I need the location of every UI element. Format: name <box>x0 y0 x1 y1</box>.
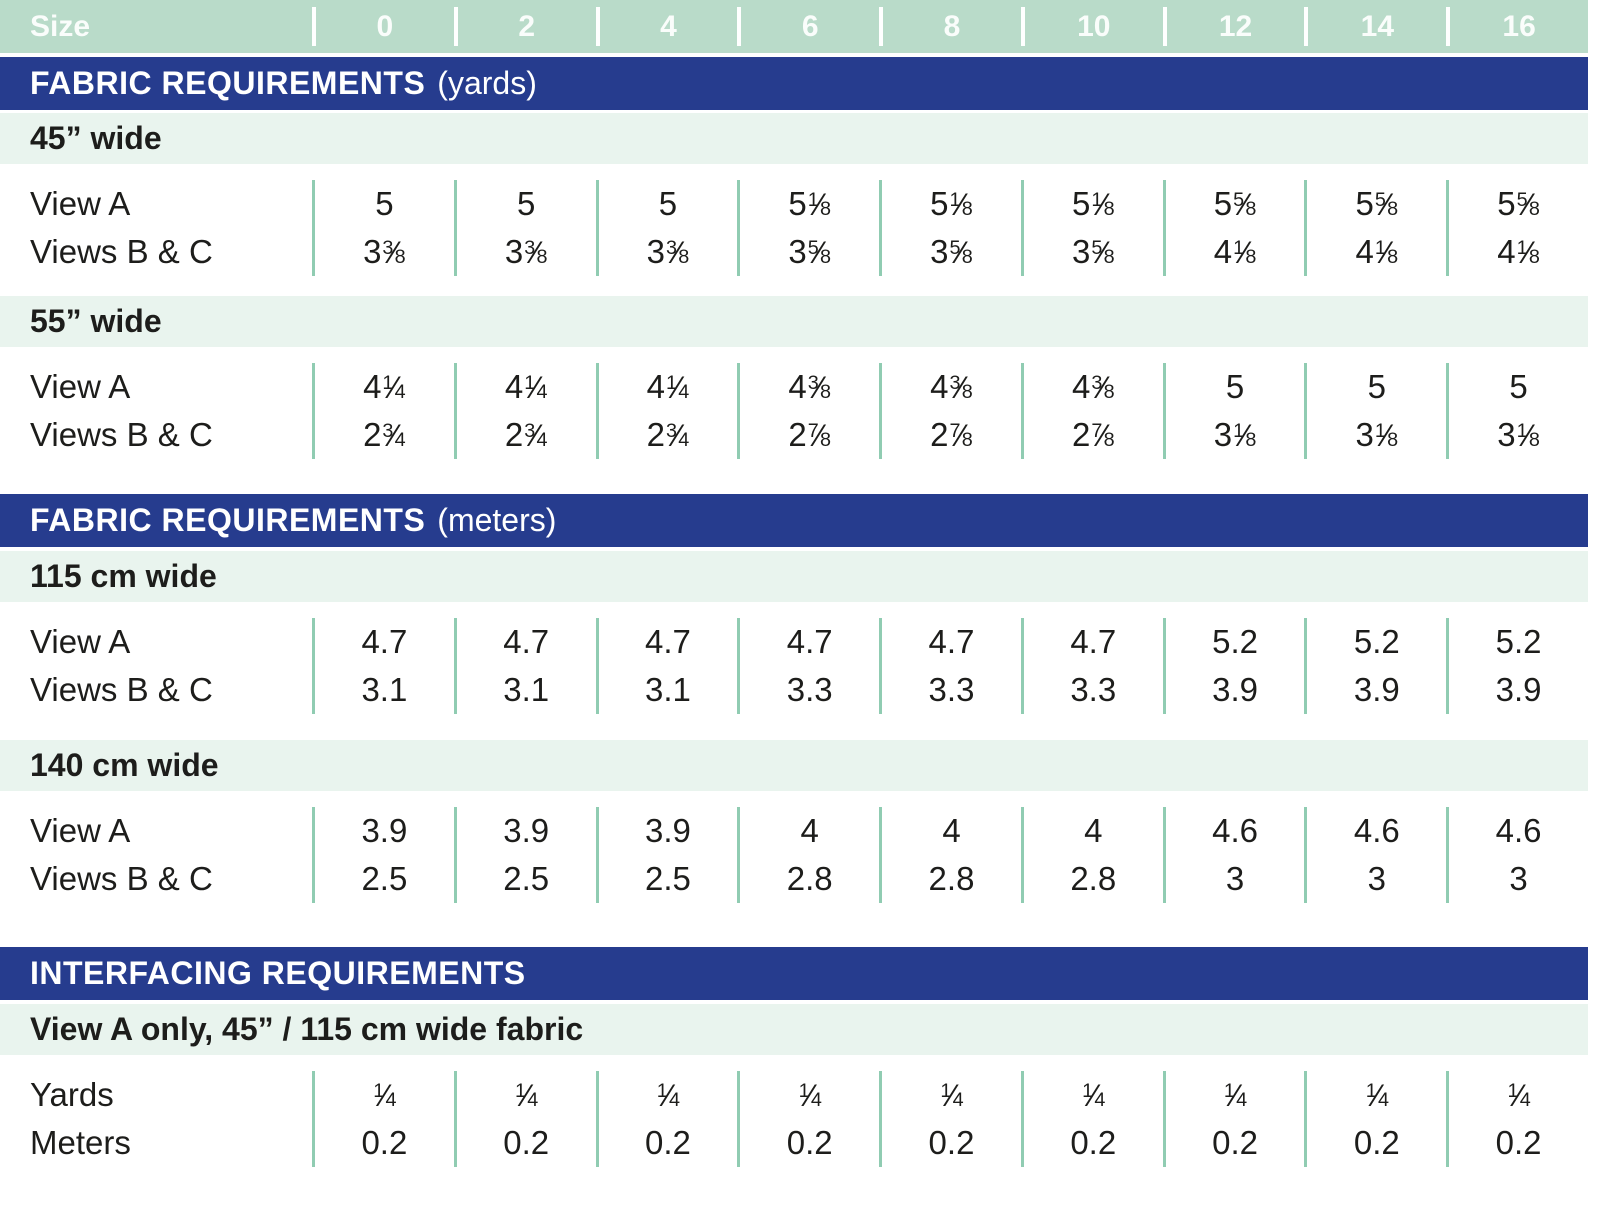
size-column-16: 16 <box>1446 7 1588 46</box>
table-cell: 4.6 <box>1304 807 1446 855</box>
table-cell: $3^5⁄8$ <box>879 228 1021 276</box>
table-cell: $2^7⁄8$ <box>737 411 879 459</box>
row-label: View A <box>30 623 131 660</box>
table-cell: 2.5 <box>312 855 454 903</box>
table-cell: 3.9 <box>454 807 596 855</box>
table-cell: $^1$⁄4 <box>1163 1071 1305 1119</box>
row-label: Views B & C <box>30 233 213 270</box>
table-cell: 3 <box>1446 855 1588 903</box>
size-column-2: 2 <box>454 7 596 46</box>
table-cell: 4.7 <box>1021 618 1163 666</box>
table-cell: $^1$⁄4 <box>737 1071 879 1119</box>
table-cell: $^1$⁄4 <box>1446 1071 1588 1119</box>
table-cell: $5^5⁄8$ <box>1446 180 1588 228</box>
table-cell: 4 <box>879 807 1021 855</box>
table-cell: $3^1⁄8$ <box>1446 411 1588 459</box>
row-label: View A <box>30 185 131 222</box>
table-cell: $3^5⁄8$ <box>1021 228 1163 276</box>
table-cell: $4^1⁄4$ <box>312 363 454 411</box>
table-cell: $2^7⁄8$ <box>1021 411 1163 459</box>
table-cell: $2^3⁄4$ <box>596 411 738 459</box>
table-cell: 5.2 <box>1304 618 1446 666</box>
table-cell: $^1$⁄4 <box>1021 1071 1163 1119</box>
table-cell: 5 <box>1446 363 1588 411</box>
table-cell: 4 <box>1021 807 1163 855</box>
table-cell: $4^3⁄8$ <box>879 363 1021 411</box>
table-block-140-cm <box>0 791 1588 917</box>
banner-fabric-requirements-meters <box>0 494 1588 547</box>
banner-interfacing-requirements <box>0 947 1588 1000</box>
table-cell: $^1$⁄4 <box>454 1071 596 1119</box>
table-cell: 4.7 <box>454 618 596 666</box>
table-cell: $4^3⁄8$ <box>1021 363 1163 411</box>
table-cell: 5 <box>1163 363 1305 411</box>
band-interfacing-note: View A only, 45” / 115 cm wide fabric <box>0 1004 1588 1055</box>
table-cell: 5 <box>312 180 454 228</box>
table-cell: 4 <box>737 807 879 855</box>
table-cell: 2.5 <box>596 855 738 903</box>
table-cell: 3.1 <box>454 666 596 714</box>
table-cell: $3^1⁄8$ <box>1163 411 1305 459</box>
table-cell: 3.1 <box>312 666 454 714</box>
table-cell: $5^5⁄8$ <box>1304 180 1446 228</box>
table-cell: $2^3⁄4$ <box>312 411 454 459</box>
table-cell: $4^1⁄8$ <box>1446 228 1588 276</box>
band-140-cm-wide: 140 cm wide <box>0 740 1588 791</box>
table-cell: 0.2 <box>596 1119 738 1167</box>
band-55-wide: 55” wide <box>0 296 1588 347</box>
banner-unit: (meters) <box>437 502 557 538</box>
table-cell: $^1$⁄4 <box>1304 1071 1446 1119</box>
table-cell: 4.6 <box>1446 807 1588 855</box>
table-cell: 0.2 <box>312 1119 454 1167</box>
banner-title: FABRIC REQUIREMENTS <box>30 502 426 538</box>
table-cell: 4.7 <box>312 618 454 666</box>
table-cell: 5.2 <box>1446 618 1588 666</box>
table-cell: 5 <box>454 180 596 228</box>
table-cell: 2.8 <box>1021 855 1163 903</box>
table-cell: 3.3 <box>1021 666 1163 714</box>
table-cell: $3^5⁄8$ <box>737 228 879 276</box>
table-block-55-wide <box>0 347 1588 473</box>
table-cell: $3^3⁄8$ <box>596 228 738 276</box>
table-cell: 2.5 <box>454 855 596 903</box>
row-label: View A <box>30 812 131 849</box>
table-cell: 0.2 <box>1163 1119 1305 1167</box>
table-cell: 3 <box>1163 855 1305 903</box>
table-cell: 2.8 <box>879 855 1021 903</box>
size-column-14: 14 <box>1304 7 1446 46</box>
table-cell: 3.1 <box>596 666 738 714</box>
table-block-115-cm <box>0 602 1588 728</box>
table-cell: 5 <box>1304 363 1446 411</box>
table-cell: 3.3 <box>879 666 1021 714</box>
table-cell: 0.2 <box>737 1119 879 1167</box>
table-cell: $3^1⁄8$ <box>1304 411 1446 459</box>
table-cell: 0.2 <box>879 1119 1021 1167</box>
table-cell: 0.2 <box>1021 1119 1163 1167</box>
size-column-0: 0 <box>312 7 454 46</box>
table-cell: $2^3⁄4$ <box>454 411 596 459</box>
table-cell: $4^1⁄4$ <box>454 363 596 411</box>
table-cell: 3.9 <box>596 807 738 855</box>
table-cell: $5^5⁄8$ <box>1163 180 1305 228</box>
band-115-cm-wide: 115 cm wide <box>0 551 1588 602</box>
size-column-10: 10 <box>1021 7 1163 46</box>
table-cell: 5.2 <box>1163 618 1305 666</box>
table-cell: 0.2 <box>1304 1119 1446 1167</box>
table-cell: 3 <box>1304 855 1446 903</box>
row-label: Views B & C <box>30 860 213 897</box>
size-header-label: Size <box>30 9 91 43</box>
table-cell: $4^1⁄8$ <box>1163 228 1305 276</box>
table-cell: 4.6 <box>1163 807 1305 855</box>
row-label: Meters <box>30 1124 131 1161</box>
table-cell: $4^1⁄4$ <box>596 363 738 411</box>
table-cell: $^1$⁄4 <box>879 1071 1021 1119</box>
table-cell: $5^1⁄8$ <box>1021 180 1163 228</box>
banner-title: INTERFACING REQUIREMENTS <box>30 955 526 991</box>
table-cell: 3.9 <box>1446 666 1588 714</box>
table-cell: 3.3 <box>737 666 879 714</box>
table-cell: 5 <box>596 180 738 228</box>
table-cell: $5^1⁄8$ <box>879 180 1021 228</box>
table-cell: $2^7⁄8$ <box>879 411 1021 459</box>
table-cell: 3.9 <box>1304 666 1446 714</box>
banner-unit: (yards) <box>437 65 537 101</box>
table-cell: $3^3⁄8$ <box>312 228 454 276</box>
table-block-interfacing <box>0 1055 1588 1181</box>
table-cell: 3.9 <box>312 807 454 855</box>
banner-title: FABRIC REQUIREMENTS <box>30 65 426 101</box>
table-cell: 2.8 <box>737 855 879 903</box>
size-header-row <box>0 0 1588 53</box>
table-cell: 0.2 <box>1446 1119 1588 1167</box>
size-column-12: 12 <box>1163 7 1305 46</box>
size-column-6: 6 <box>737 7 879 46</box>
table-cell: $5^1⁄8$ <box>737 180 879 228</box>
table-cell: 4.7 <box>596 618 738 666</box>
table-cell: 3.9 <box>1163 666 1305 714</box>
row-label: View A <box>30 368 131 405</box>
table-cell: $^1$⁄4 <box>596 1071 738 1119</box>
banner-fabric-requirements-yards <box>0 57 1588 110</box>
table-cell: $3^3⁄8$ <box>454 228 596 276</box>
table-block-45-wide <box>0 164 1588 290</box>
row-label: Yards <box>30 1076 114 1113</box>
table-cell: $4^1⁄8$ <box>1304 228 1446 276</box>
size-column-8: 8 <box>879 7 1021 46</box>
table-cell: $^1$⁄4 <box>312 1071 454 1119</box>
band-45-wide: 45” wide <box>0 113 1588 164</box>
table-cell: $4^3⁄8$ <box>737 363 879 411</box>
table-cell: 4.7 <box>879 618 1021 666</box>
table-cell: 0.2 <box>454 1119 596 1167</box>
row-label: Views B & C <box>30 671 213 708</box>
table-cell: 4.7 <box>737 618 879 666</box>
size-column-4: 4 <box>596 7 738 46</box>
row-label: Views B & C <box>30 416 213 453</box>
